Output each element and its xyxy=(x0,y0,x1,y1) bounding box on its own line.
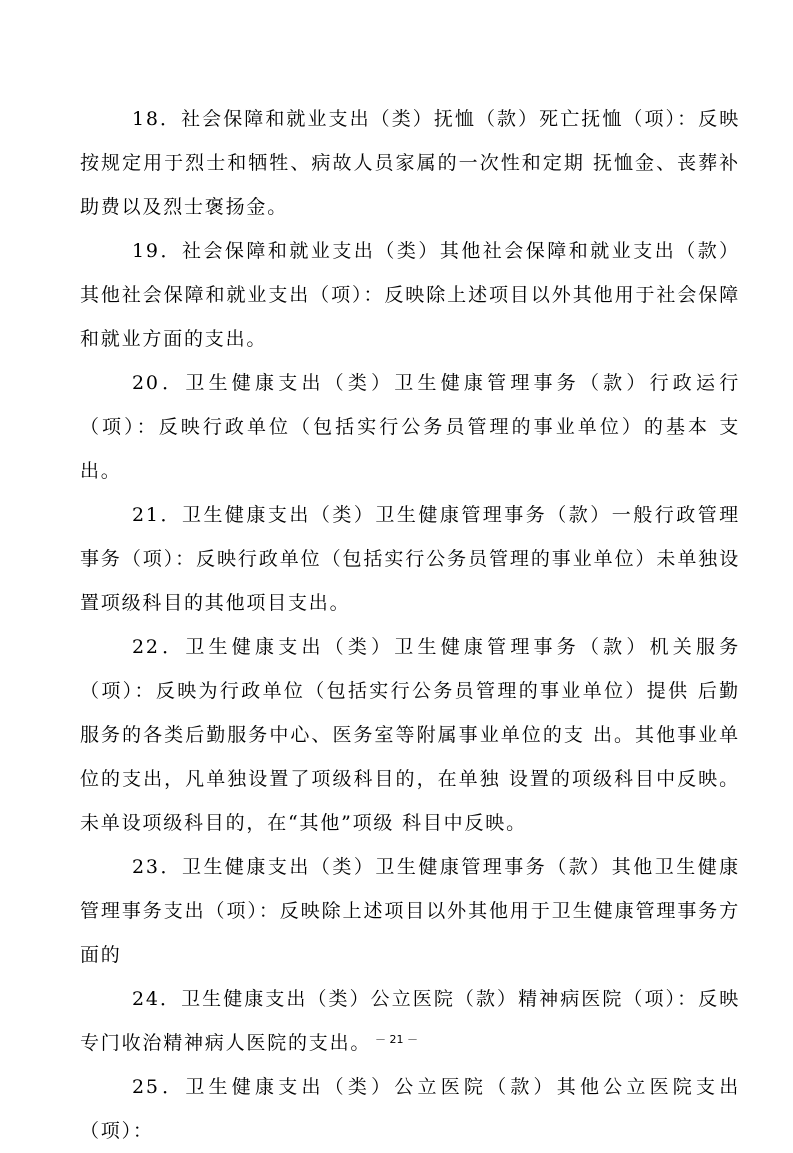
paragraph-19: 19．社会保障和就业支出（类）其他社会保障和就业支出（款）其他社会保障和就业支出（项）：反映除上述项目以外其他用于社会保障和就业方面的支出。 xyxy=(80,240,740,350)
paragraph-18: 18．社会保障和就业支出（类）抚恤（款）死亡抚恤（项）：反映按规定用于烈士和牺牲、病故人员家属的一次性和定期 抚恤金、丧葬补助费以及烈士褒扬金。 xyxy=(80,108,740,218)
paragraph-21: 21．卫生健康支出（类）卫生健康管理事务（款）一般行政管理事务（项）：反映行政单位（包括实行公务员管理的事业单位）未单独设置项级科目的其他项目支出。 xyxy=(80,504,740,614)
paragraph-25: 25．卫生健康支出（类）公立医院（款）其他公立医院支出（项）： xyxy=(80,1076,740,1142)
paragraph-23: 23．卫生健康支出（类）卫生健康管理事务（款）其他卫生健康管理事务支出（项）：反映除上述项目以外其他用于卫生健康管理事务方面的 xyxy=(80,856,740,966)
paragraph-20: 20．卫生健康支出（类）卫生健康管理事务（款）行政运行（项）：反映行政单位（包括实行公务员管理的事业单位）的基本 支出。 xyxy=(80,372,740,482)
page-number: － 21 － xyxy=(375,1033,418,1046)
paragraph-24: 24．卫生健康支出（类）公立医院（款）精神病医院（项）：反映专门收治精神病人医院的支出。 xyxy=(80,988,740,1054)
paragraph-22: 22．卫生健康支出（类）卫生健康管理事务（款）机关服务（项）：反映为行政单位（包括实行公务员管理的事业单位）提供 后勤服务的各类后勤服务中心、医务室等附属事业单位的支 出。其他事业单位的支出，凡单独设置了项级科目的，在单独 设置的项级科目中反映。未单设项级科目的，在“其他”项级 科目中反映。 xyxy=(80,636,740,834)
document-body xyxy=(80,97,740,1153)
